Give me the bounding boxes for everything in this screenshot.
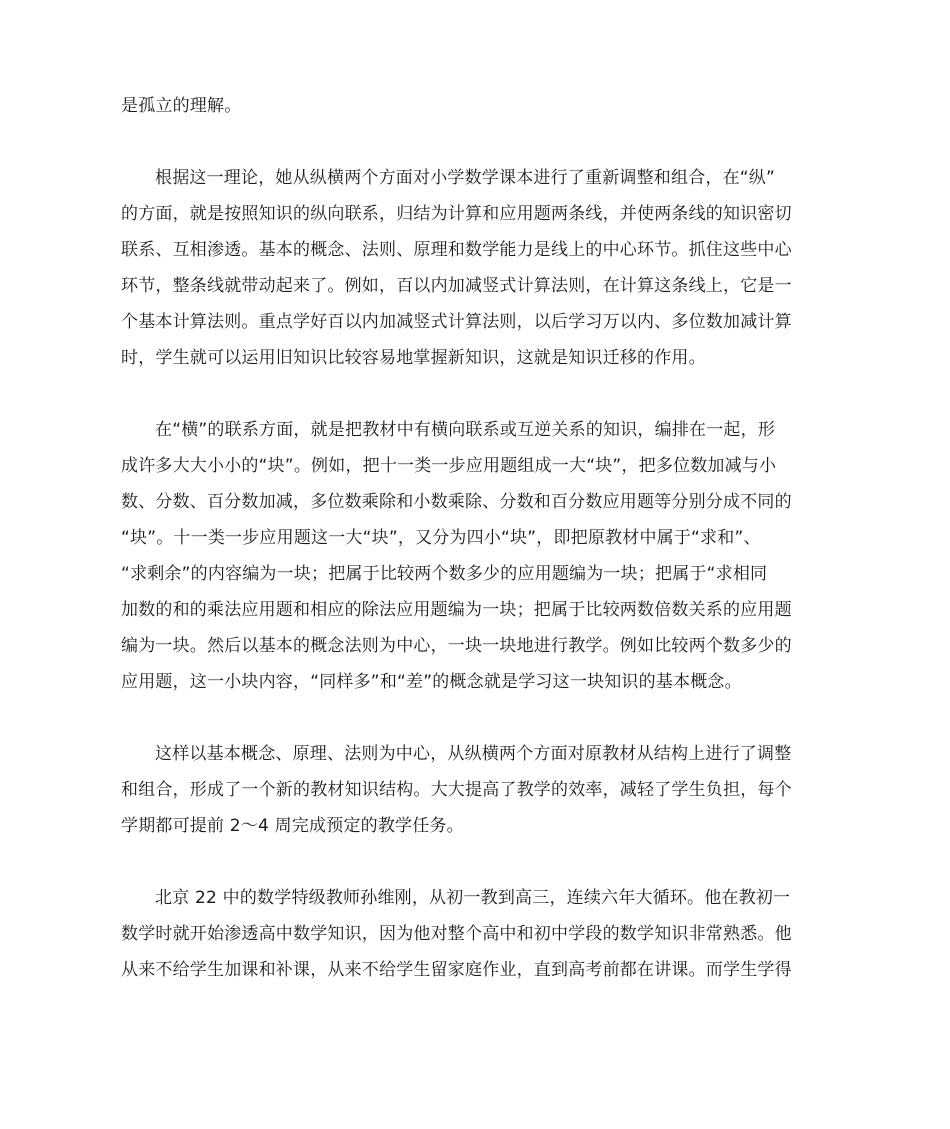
text-line: 联系、互相渗透。基本的概念、法则、原理和数学能力是线上的中心环节。抓住这些中心: [121, 240, 792, 260]
text-line: 的方面，就是按照知识的纵向联系，归结为计算和应用题两条线，并使两条线的知识密切: [121, 204, 792, 224]
text-line: 数、分数、百分数加减，多位数乘除和小数乘除、分数和百分数应用题等分别分成不同的: [121, 492, 792, 512]
text-line: 北京 22 中的数学特级教师孙维刚，从初一教到高三，连续六年大循环。他在教初一: [155, 888, 791, 908]
text-line: 时，学生就可以运用旧知识比较容易地掌握新知识，这就是知识迁移的作用。: [121, 348, 706, 368]
text-line: 这样以基本概念、原理、法则为中心，从纵横两个方面对原教材从结构上进行了调整: [155, 744, 792, 764]
text-line: 根据这一理论，她从纵横两个方面对小学数学课本进行了重新调整和组合，在“纵”: [155, 168, 776, 188]
text-line: 环节，整条线就带动起来了。例如，百以内加减竖式计算法则，在计算这条线上，它是一: [121, 276, 792, 296]
text-line: 数学时就开始渗透高中数学知识，因为他对整个高中和初中学段的数学知识非常熟悉。他: [121, 924, 792, 944]
text-line: 是孤立的理解。: [121, 96, 242, 116]
text-line: “块”。十一类一步应用题这一大“块”，又分为四小“块”，即把原教材中属于“求和”、: [121, 528, 761, 548]
text-line: 从来不给学生加课和补课，从来不给学生留家庭作业，直到高考前都在讲课。而学生学得: [121, 960, 792, 980]
text-line: 个基本计算法则。重点学好百以内加减竖式计算法则，以后学习万以内、多位数加减计算: [121, 312, 792, 332]
text-line: 学期都可提前 2～4 周完成预定的教学任务。: [121, 816, 464, 836]
text-line: 和组合，形成了一个新的教材知识结构。大大提高了教学的效率，减轻了学生负担，每个: [121, 780, 792, 800]
text-line: 加数的和的乘法应用题和相应的除法应用题编为一块；把属于比较两数倍数关系的应用题: [121, 600, 792, 620]
text-line: 编为一块。然后以基本的概念法则为中心，一块一块地进行教学。例如比较两个数多少的: [121, 636, 792, 656]
text-line: 应用题，这一小块内容，“同样多”和“差”的概念就是学习这一块知识的基本概念。: [121, 672, 742, 692]
text-line: 在“横”的联系方面，就是把教材中有横向联系或互逆关系的知识，编排在一起，形: [155, 420, 776, 440]
text-line: “求剩余”的内容编为一块；把属于比较两个数多少的应用题编为一块；把属于“求相同: [121, 564, 768, 584]
text-line: 成许多大大小小的“块”。例如，把十一类一步应用题组成一大“块”，把多位数加减与小: [121, 456, 777, 476]
